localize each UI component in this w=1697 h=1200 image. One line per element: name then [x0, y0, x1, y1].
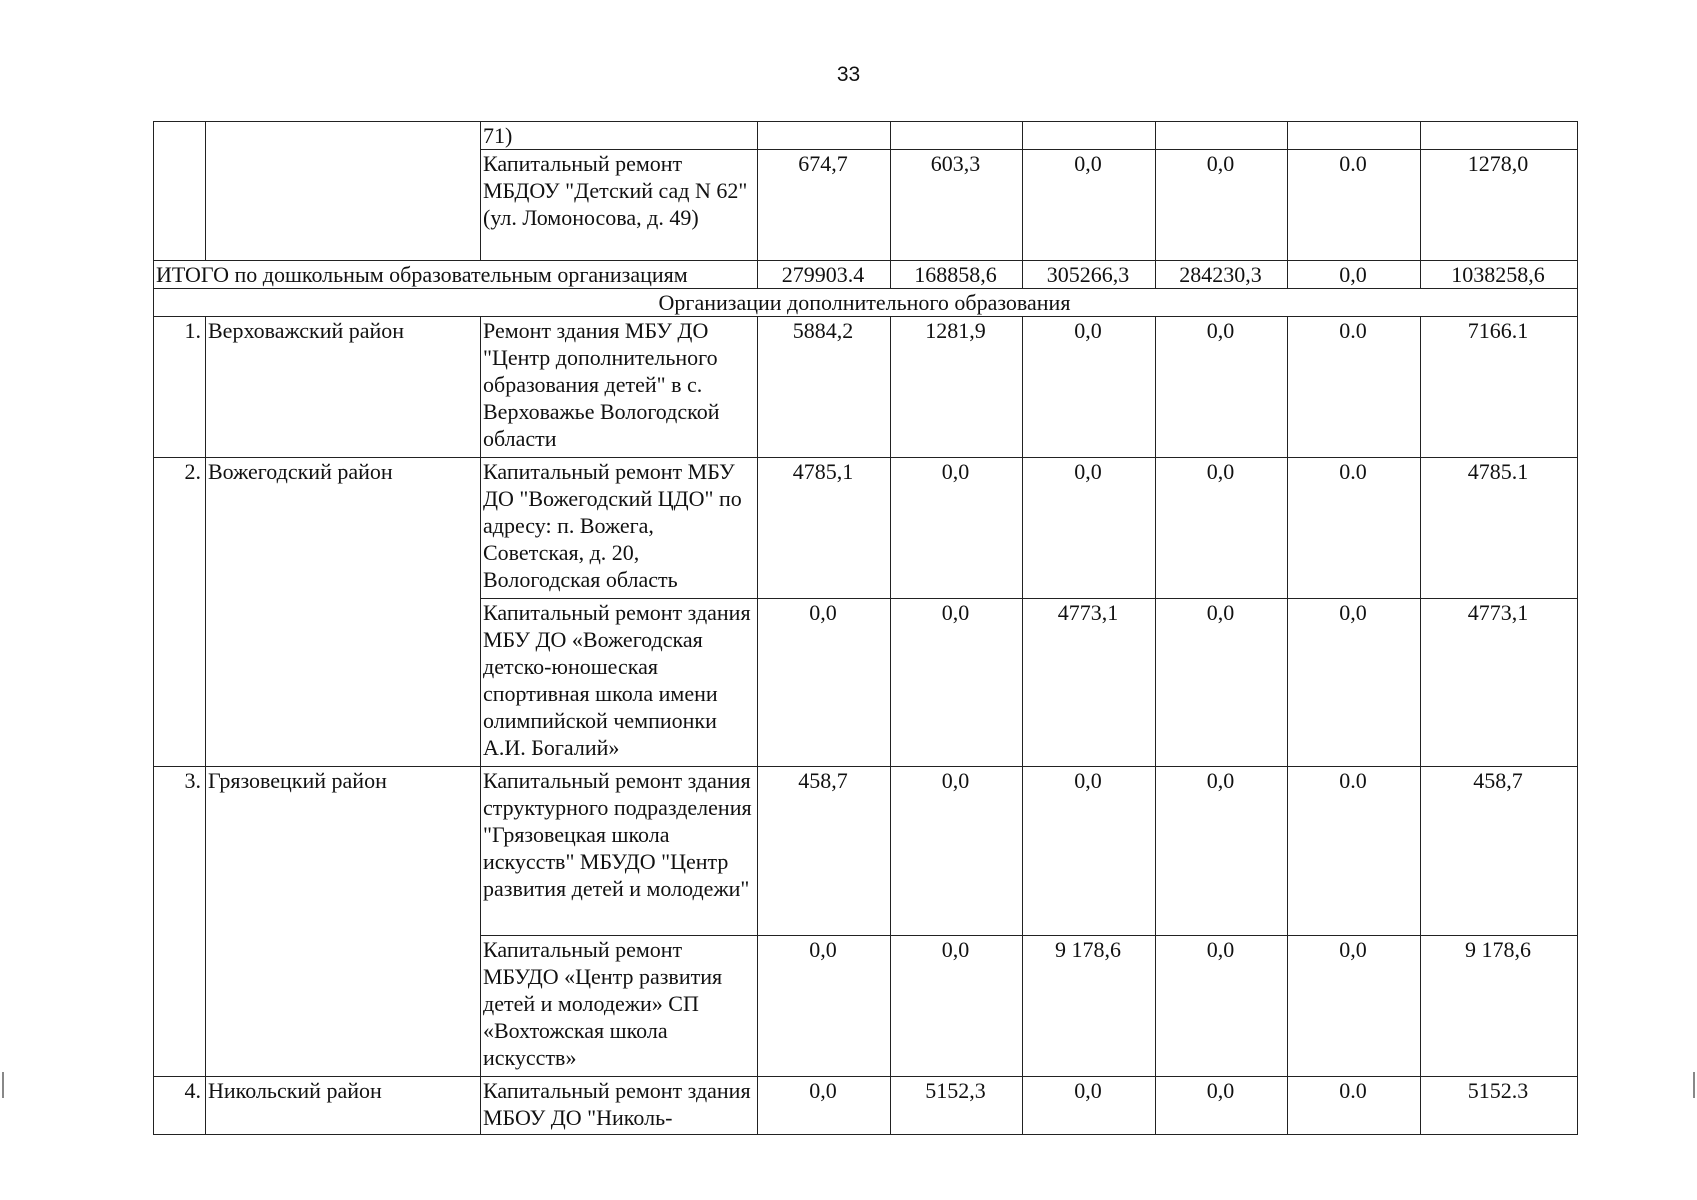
object-cell: Капитальный ремонт МБУ ДО "Вожегодский ЦДО" по адресу: п. Вожега, Советская, д. 20, Вологодская область [481, 458, 758, 599]
value-cell: 0,0 [891, 458, 1023, 599]
scan-mark-right [1693, 1072, 1695, 1098]
district-name: Грязовецкий район [206, 767, 481, 1077]
value-cell [758, 122, 891, 150]
row-index: 2. [154, 458, 206, 767]
value-cell: 7166.1 [1421, 317, 1578, 458]
table-row [154, 1077, 1578, 1135]
value-cell [891, 122, 1023, 150]
object-cell: Капитальный ремонт здания МБУ ДО «Вожегодская детско-юношеская спортивная школа имени олимпийской чемпионки А.И. Богалий» [481, 599, 758, 767]
value-cell: 674,7 [758, 150, 891, 261]
value-cell: 0,0 [1023, 767, 1156, 936]
value-cell: 0,0 [1023, 458, 1156, 599]
object-cell: Капитальный ремонт МБУДО «Центр развития детей и молодежи» СП «Вохтожская школа искусств» [481, 936, 758, 1077]
row-index: 3. [154, 767, 206, 1077]
value-cell: 0,0 [1156, 1077, 1288, 1135]
object-cell: Капитальный ремонт МБДОУ "Детский сад N 62" (ул. Ломоносова, д. 49) [481, 150, 758, 261]
value-cell: 0.0 [1288, 317, 1421, 458]
index-cell [154, 122, 206, 261]
value-cell: 458,7 [758, 767, 891, 936]
value-cell: 0.0 [1288, 1077, 1421, 1135]
value-cell: 9 178,6 [1421, 936, 1578, 1077]
object-cell: Ремонт здания МБУ ДО "Центр дополнительного образования детей" в с. Верховажье Вологодской области [481, 317, 758, 458]
budget-table [153, 121, 1578, 1135]
total-value: 168858,6 [891, 261, 1023, 289]
value-cell: 5152,3 [891, 1077, 1023, 1135]
value-cell: 0.0 [1288, 150, 1421, 261]
value-cell: 603,3 [891, 150, 1023, 261]
section-title: Организации дополнительного образования [154, 289, 1578, 317]
value-cell: 0,0 [891, 767, 1023, 936]
total-value: 284230,3 [1156, 261, 1288, 289]
value-cell: 458,7 [1421, 767, 1578, 936]
object-cell: Капитальный ремонт здания структурного подразделения "Грязовецкая школа искусств" МБУДО "Центр развития детей и молодежи" [481, 767, 758, 936]
table-row [154, 458, 1578, 599]
total-value: 1038258,6 [1421, 261, 1578, 289]
row-index: 4. [154, 1077, 206, 1135]
total-value: 305266,3 [1023, 261, 1156, 289]
value-cell: 4773,1 [1421, 599, 1578, 767]
table-row [154, 122, 1578, 150]
value-cell: 4773,1 [1023, 599, 1156, 767]
value-cell: 5152.3 [1421, 1077, 1578, 1135]
value-cell: 5884,2 [758, 317, 891, 458]
value-cell [1288, 122, 1421, 150]
value-cell: 0,0 [1023, 150, 1156, 261]
value-cell [1156, 122, 1288, 150]
value-cell: 0,0 [1156, 767, 1288, 936]
value-cell: 1278,0 [1421, 150, 1578, 261]
value-cell [1023, 122, 1156, 150]
page-number: 33 [836, 63, 861, 86]
table-row [154, 767, 1578, 936]
value-cell: 1281,9 [891, 317, 1023, 458]
district-cell [206, 122, 481, 261]
value-cell: 0,0 [1023, 1077, 1156, 1135]
district-name: Верховажский район [206, 317, 481, 458]
table-row [154, 317, 1578, 458]
value-cell: 0.0 [1288, 458, 1421, 599]
object-cell: 71) [481, 122, 758, 150]
value-cell: 9 178,6 [1023, 936, 1156, 1077]
total-value: 0,0 [1288, 261, 1421, 289]
value-cell: 0,0 [891, 936, 1023, 1077]
value-cell: 4785,1 [758, 458, 891, 599]
district-name: Никольский район [206, 1077, 481, 1135]
value-cell: 0.0 [1288, 767, 1421, 936]
value-cell: 0,0 [1288, 599, 1421, 767]
value-cell: 0,0 [1156, 936, 1288, 1077]
value-cell [1421, 122, 1578, 150]
value-cell: 0,0 [758, 936, 891, 1077]
district-name: Вожегодский район [206, 458, 481, 767]
total-row [154, 261, 1578, 289]
total-value: 279903.4 [758, 261, 891, 289]
value-cell: 4785.1 [1421, 458, 1578, 599]
row-index: 1. [154, 317, 206, 458]
total-label: ИТОГО по дошкольным образовательным организациям [154, 261, 758, 289]
object-cell: Капитальный ремонт здания МБОУ ДО "Николь- [481, 1077, 758, 1135]
value-cell: 0,0 [1023, 317, 1156, 458]
value-cell: 0,0 [1156, 150, 1288, 261]
scan-mark-left [2, 1072, 4, 1098]
value-cell: 0,0 [758, 599, 891, 767]
value-cell: 0,0 [758, 1077, 891, 1135]
value-cell: 0,0 [1156, 599, 1288, 767]
value-cell: 0,0 [1156, 458, 1288, 599]
value-cell: 0,0 [891, 599, 1023, 767]
section-row [154, 289, 1578, 317]
value-cell: 0,0 [1156, 317, 1288, 458]
value-cell: 0,0 [1288, 936, 1421, 1077]
